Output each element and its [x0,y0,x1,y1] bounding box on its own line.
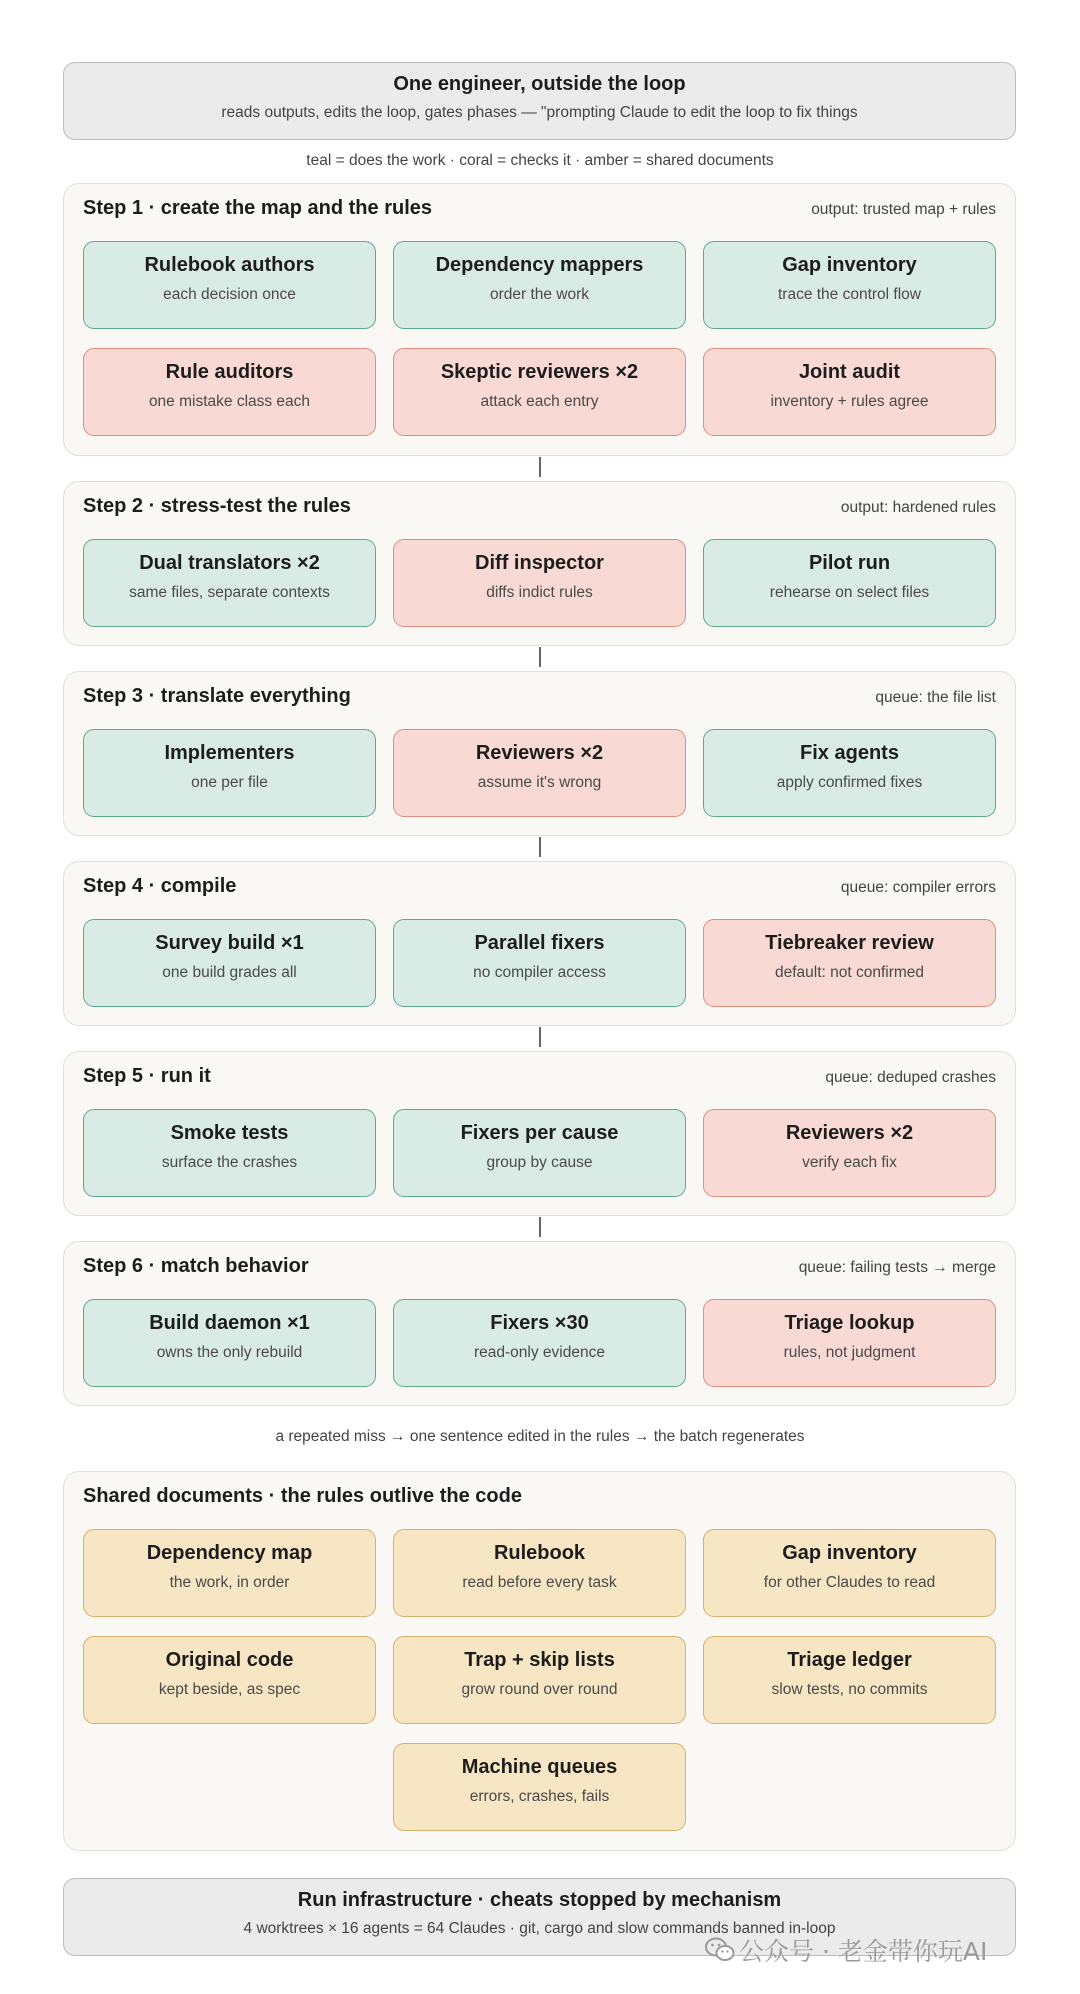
card-subtitle: surface the crashes [161,1154,298,1171]
card-subtitle: inventory + rules agree [770,393,929,410]
card-subtitle: rules, not judgment [783,1344,916,1361]
card-title: Gap inventory [782,254,917,276]
card-title: Fixers ×30 [490,1312,589,1334]
step-queue: queue: compiler errors [840,879,996,896]
card-fixers-30 [393,1299,686,1387]
card-title: Smoke tests [170,1122,289,1144]
card-subtitle: rehearse on select files [769,584,930,601]
engineer-title: One engineer, outside the loop [393,73,686,95]
card-title: Original code [165,1649,294,1671]
card-title: Parallel fixers [474,932,605,954]
shared-title: Shared documents · the rules outlive the code [83,1485,522,1507]
card-subtitle: read-only evidence [474,1344,605,1361]
card-title: Gap inventory [782,1542,917,1564]
step-output: output: hardened rules [840,499,996,516]
card-title: Implementers [164,742,295,764]
card-subtitle: order the work [489,286,590,303]
card-subtitle: each decision once [163,286,296,303]
card-title: Survey build ×1 [155,932,304,954]
card-title: Dependency mappers [435,254,644,276]
card-rulebook-authors [83,241,376,329]
engineer-box [63,62,1016,140]
connector-line [539,1027,541,1047]
step-2-panel [63,481,1016,646]
card-dual-translators [83,539,376,627]
card-rulebook [393,1529,686,1617]
card-build-daemon [83,1299,376,1387]
card-title: Skeptic reviewers ×2 [440,361,639,383]
card-title: Reviewers ×2 [475,742,604,764]
card-fix-agents [703,729,996,817]
card-implementers [83,729,376,817]
card-title: Trap + skip lists [464,1649,615,1671]
engineer-subtitle: reads outputs, edits the loop, gates phases — "prompting Claude to edit the loop to fix things [221,104,858,121]
card-subtitle: grow round over round [461,1681,618,1698]
card-subtitle: group by cause [486,1154,593,1171]
wechat-icon [705,1937,735,1969]
card-tiebreaker-review [703,919,996,1007]
card-subtitle: one mistake class each [148,393,311,410]
step-queue: queue: failing tests → merge [798,1259,996,1276]
card-skeptic-reviewers [393,348,686,436]
card-parallel-fixers [393,919,686,1007]
card-subtitle: trace the control flow [777,286,921,303]
card-machine-queues [393,1743,686,1831]
card-subtitle: the work, in order [169,1574,290,1591]
card-pilot-run [703,539,996,627]
step-5-panel [63,1051,1016,1216]
step-queue: queue: deduped crashes [825,1069,996,1086]
card-triage-lookup [703,1299,996,1387]
card-survey-build [83,919,376,1007]
card-subtitle: errors, crashes, fails [469,1788,610,1805]
card-title: Machine queues [461,1756,618,1778]
connector-line [539,1217,541,1237]
connector-line [539,647,541,667]
card-subtitle: slow tests, no commits [771,1681,928,1698]
step-title: Step 2 · stress-test the rules [83,495,351,517]
step-queue: queue: the file list [875,689,996,706]
card-title: Reviewers ×2 [785,1122,914,1144]
card-title: Rulebook [493,1542,586,1564]
card-smoke-tests [83,1109,376,1197]
step-4-panel [63,861,1016,1026]
card-trap-skip-lists [393,1636,686,1724]
card-title: Diff inspector [475,552,604,574]
card-gap-inventory-doc [703,1529,996,1617]
card-title: Rule auditors [165,361,294,383]
card-title: Fix agents [800,742,899,764]
watermark-text: 公众号 · 老金带你玩AI [739,1937,988,1966]
card-subtitle: one build grades all [162,964,297,981]
step-title: Step 4 · compile [83,875,237,897]
card-gap-inventory [703,241,996,329]
card-title: Triage lookup [784,1312,915,1334]
card-diff-inspector [393,539,686,627]
card-joint-audit [703,348,996,436]
card-subtitle: attack each entry [480,393,599,410]
card-title: Build daemon ×1 [149,1312,310,1334]
card-subtitle: default: not confirmed [774,964,925,981]
card-subtitle: owns the only rebuild [156,1344,303,1361]
card-reviewers [393,729,686,817]
card-title: Triage ledger [787,1649,912,1671]
card-title: Rulebook authors [144,254,315,276]
card-subtitle: same files, separate contexts [129,584,330,601]
watermark [705,1932,987,1969]
card-subtitle: assume it's wrong [477,774,602,791]
step-6-panel [63,1241,1016,1406]
step-title: Step 5 · run it [83,1065,211,1087]
step-title: Step 1 · create the map and the rules [83,197,432,219]
connector-line [539,837,541,857]
card-title: Tiebreaker review [765,932,934,954]
card-subtitle: no compiler access [473,964,606,981]
loop-note: a repeated miss → one sentence edited in the rules → the batch regenerates [275,1428,805,1445]
card-reviewers-verify [703,1109,996,1197]
step-title: Step 3 · translate everything [83,685,351,707]
infrastructure-title: Run infrastructure · cheats stopped by mechanism [297,1889,782,1911]
step-title: Step 6 · match behavior [83,1255,309,1277]
card-title: Dependency map [146,1542,313,1564]
step-output: output: trusted map + rules [811,201,996,218]
card-title: Pilot run [808,552,891,574]
card-subtitle: diffs indict rules [486,584,593,601]
card-triage-ledger [703,1636,996,1724]
card-subtitle: read before every task [462,1574,617,1591]
shared-documents-panel [63,1471,1016,1851]
card-title: Joint audit [798,361,901,383]
connector-line [539,457,541,477]
color-legend: teal = does the work · coral = checks it · amber = shared documents [306,152,774,169]
card-fixers-per-cause [393,1109,686,1197]
step-1-panel [63,183,1016,456]
card-dependency-mappers [393,241,686,329]
card-subtitle: kept beside, as spec [158,1681,301,1698]
card-original-code [83,1636,376,1724]
card-title: Fixers per cause [460,1122,619,1144]
card-subtitle: for other Claudes to read [763,1574,936,1591]
step-3-panel [63,671,1016,836]
card-rule-auditors [83,348,376,436]
card-title: Dual translators ×2 [139,552,320,574]
card-subtitle: verify each fix [802,1154,897,1171]
card-subtitle: one per file [191,774,268,791]
infrastructure-subtitle: 4 worktrees × 16 agents = 64 Claudes · git, cargo and slow commands banned in-loop [243,1920,836,1937]
card-subtitle: apply confirmed fixes [776,774,923,791]
card-dependency-map [83,1529,376,1617]
